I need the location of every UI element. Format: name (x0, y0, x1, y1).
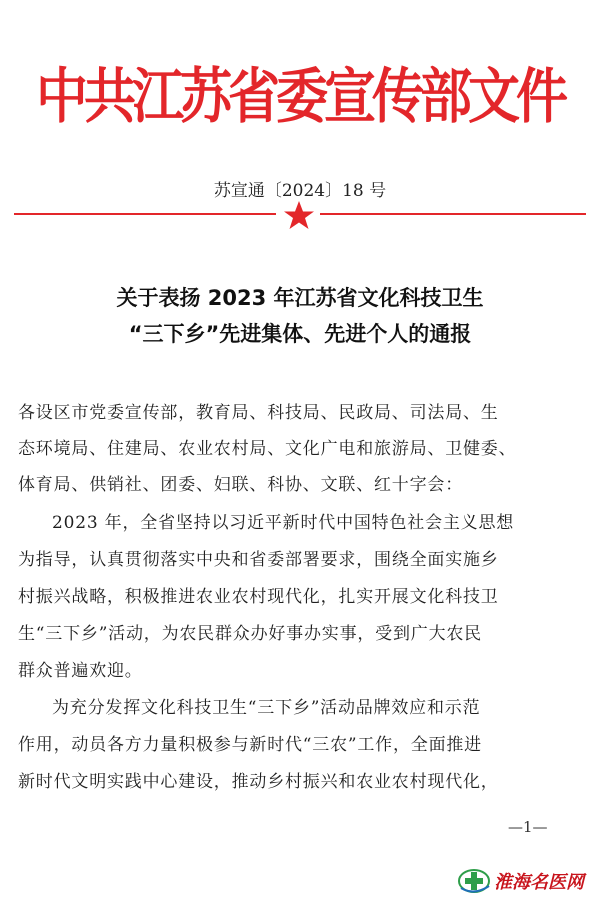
body-line: 为充分发挥文化科技卫生“三下乡”活动品牌效应和示范 (52, 698, 481, 718)
body-line: 村振兴战略，积极推进农业农村现代化，扎实开展文化科技卫 (18, 587, 499, 607)
medical-cross-logo-icon (458, 866, 492, 894)
site-watermark (458, 866, 598, 896)
body-line: 为指导，认真贯彻落实中央和省委部署要求，围绕全面实施乡 (18, 550, 499, 570)
document-title-line-1: 关于表扬 2023 年江苏省文化科技卫生 (116, 286, 484, 310)
divider-rule-left (14, 213, 276, 215)
masthead-title: 中共江苏省委宣传部文件 (35, 62, 564, 132)
body-line: 生“三下乡”活动，为农民群众办好事办实事，受到广大农民 (18, 624, 482, 644)
divider-rule-right (320, 213, 586, 215)
body-line: 2023 年，全省坚持以习近平新时代中国特色社会主义思想 (52, 513, 515, 533)
body-line: 态环境局、住建局、农业农村局、文化广电和旅游局、卫健委、 (18, 439, 517, 459)
body-line: 各设区市党委宣传部，教育局、科技局、民政局、司法局、生 (18, 403, 499, 423)
watermark-text: 淮海名医网 (494, 872, 584, 893)
red-divider (14, 200, 586, 230)
star-icon (282, 200, 316, 230)
body-line: 体育局、供销社、团委、妇联、科协、文联、红十字会： (18, 475, 463, 495)
document-number: 苏宣通〔2024〕18 号 (213, 181, 387, 201)
document-title-line-2: “三下乡”先进集体、先进个人的通报 (128, 322, 472, 346)
body-line: 新时代文明实践中心建设，推动乡村振兴和农业农村现代化， (18, 772, 499, 792)
page-number: —1— (508, 818, 548, 836)
body-line: 群众普遍欢迎。 (18, 661, 143, 681)
body-line: 作用，动员各方力量积极参与新时代“三农”工作，全面推进 (18, 735, 482, 755)
